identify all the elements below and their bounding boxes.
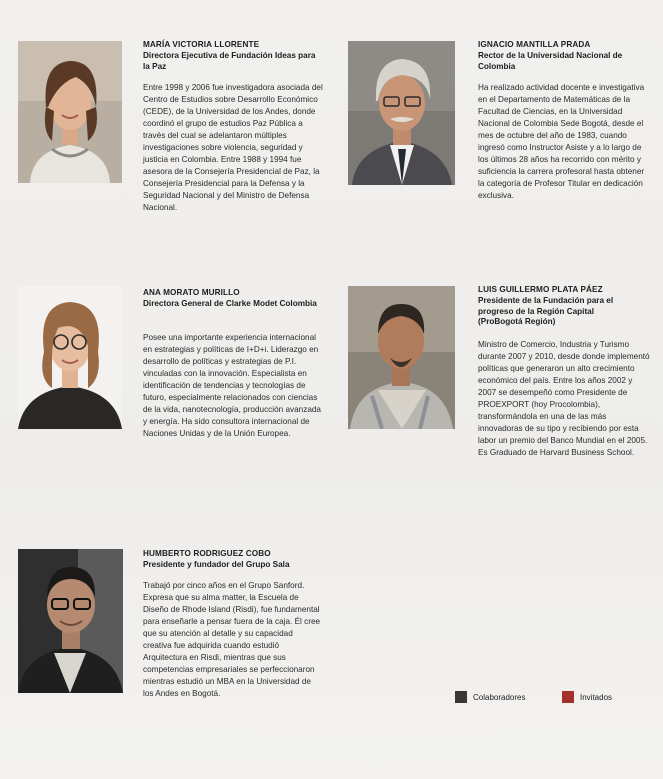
invitados-swatch (562, 691, 574, 703)
person-name: HUMBERTO RODRIGUEZ COBO (143, 549, 271, 558)
person-role: Directora General de Clarke Modet Colombia (143, 299, 317, 308)
person-bio: Ministro de Comercio, Industria y Turismo durante 2007 y 2010, desde donde implementó políticas que generaron un alto crecimiento económico del país. Entre los años 2002 y 2007 se desempeñó como Presidente de PROEXPORT (hoy Procolombia), transformándola en una de las más innovadoras de su tipo y recibiendo por esta labor un premio del Banco Mundial en el 2005. Es Graduado de Harvard Business School. (478, 340, 650, 457)
person-bio: Ha realizado actividad docente e investigativa en el Departamento de Matemáticas de la Facultad de Ciencias, en la Universidad Nacional de Colombia Sede Bogotá, desde el mes de octubre del año de 1983, cuando ingresó como Instructor Asiste y a lo largo de los últimos 28 años ha recorrido con mérito y suficiencia la carrera profesoral hasta obtener la categoría de Profesor Titular en dedicación exclusiva. (478, 83, 645, 200)
portrait-photo (348, 41, 455, 185)
legend-colaboradores (455, 690, 525, 704)
person-bio: Entre 1998 y 2006 fue investigadora asociada del Centro de Estudios sobre Desarrollo Económico (CEDE), de la Universidad de los Andes, donde coordinó el grupo de estudios Paz Pública a través del cual se adelantaron múltiples investigaciones sobre violencia, seguridad y justicia en Colombia. Entre 1988 y 1994 fue asesora de la Consejería Presidencial de Paz, la Consejería Presidencial para la Defensa y la Seguridad Nacional y del Ministro de Defensa Nacional. (143, 83, 323, 212)
person-name: IGNACIO MANTILLA PRADA (478, 40, 591, 49)
person-role: Presidente y fundador del Grupo Sala (143, 560, 290, 569)
person-role: Directora Ejecutiva de Fundación Ideas para la Paz (143, 51, 316, 71)
legend-invitados (562, 690, 612, 704)
person-name: LUIS GUILLERMO PLATA PÁEZ (478, 285, 603, 294)
person-role: Rector de la Universidad Nacional de Colombia (478, 51, 623, 71)
portrait-photo (18, 286, 122, 429)
portrait-photo (348, 286, 455, 429)
colaboradores-swatch (455, 691, 467, 703)
colaboradores-label: Colaboradores (473, 692, 526, 702)
person-bio: Trabajó por cinco años en el Grupo Sanford. Expresa que su alma matter, la Escuela de Diseño de Rhode Island (Risdi), fue fundamental para enseñarle a pensar fuera de la caja. Él cree que su atención al detalle y su capacidad creativa fue adquirida cuando estudió Arquitectura en Risdi, mientras que sus competencias empresariales se perfeccionaron mientras estudió un MBA en la Universidad de los Andes en Bogotá. (143, 581, 321, 698)
invitados-label: Invitados (580, 692, 613, 702)
person-name: MARÍA VICTORIA LLORENTE (143, 40, 260, 49)
person-name: ANA MORATO MURILLO (143, 288, 240, 297)
portrait-photo (18, 549, 123, 693)
portrait-photo (18, 41, 122, 183)
person-role: Presidente de la Fundación para el progreso de la Región Capital (ProBogotá Región) (478, 296, 614, 326)
person-bio: Posee una importante experiencia internacional en estrategias y políticas de I+D+i. Liderazgo en desarrollo de políticas y estrategias de P.I. vinculadas con la innovación. Especialista en identificación de tendencias y tecnologías de futuro, especialmente relacionados con ciencias de la vida, nanotecnología, producción avanzada y energía. Ha sido consultora internacional de Naciones Unidas y de la Unión Europea. (143, 333, 321, 438)
